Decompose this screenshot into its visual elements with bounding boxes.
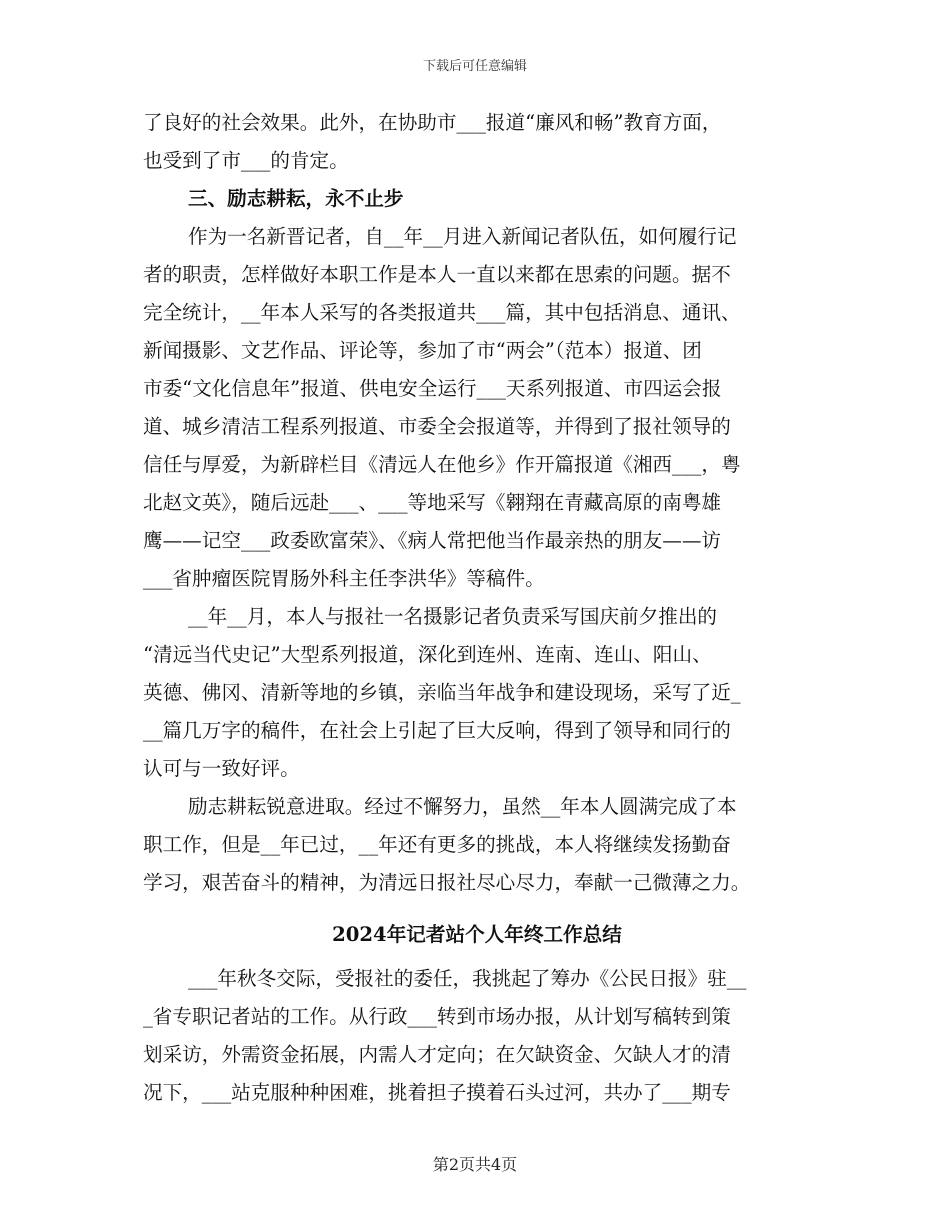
paragraph-line: 况下，___站克服种种困难，挑着担子摸着石头过河，共办了___期专 <box>143 1081 731 1104</box>
paragraph-line: __年__月，本人与报社一名摄影记者负责采写国庆前夕推出的 <box>188 605 718 628</box>
page-header: 下载后可任意编辑 <box>422 59 527 74</box>
paragraph-line: ___年秋冬交际，受报社的委任，我挑起了筹办《公民日报》驻__ <box>188 967 747 990</box>
paragraph-line: 也受到了市___的肯定。 <box>143 149 349 172</box>
document-body <box>143 104 811 1112</box>
paragraph-line: 完全统计，__年本人采写的各类报道共___篇，其中包括消息、通讯、 <box>143 301 741 324</box>
paragraph-line: 市委“文化信息年”报道、供电安全运行___天系列报道、市四运会报 <box>143 377 722 400</box>
document-title: 2024年记者站个人年终工作总结 <box>332 923 622 946</box>
paragraph-line: 鹰——记空___政委欧富荣》、《病人常把他当作最亲热的朋友——访 <box>143 529 722 552</box>
paragraph-line: 作为一名新晋记者，自__年__月进入新闻记者队伍，如何履行记 <box>188 225 737 248</box>
page-footer: 第2页共4页 <box>432 1155 518 1174</box>
paragraph-line: 划采访，外需资金拓展，内需人才定向；在欠缺资金、欠缺人才的清 <box>143 1043 731 1066</box>
paragraph-line: 新闻摄影、文艺作品、评论等，参加了市“两会”（范本）报道、团 <box>143 339 702 362</box>
paragraph-line: 职工作，但是__年已过，__年还有更多的挑战，本人将继续发扬勤奋 <box>143 833 731 856</box>
paragraph-line: 认可与一致好评。 <box>143 757 300 780</box>
paragraph-line: “清远当代史记”大型系列报道，深化到连州、连南、连山、阳山、 <box>143 643 712 666</box>
paragraph-line: 信任与厚爱，为新辟栏目《清远人在他乡》作开篇报道《湘西___，粤 <box>143 453 741 476</box>
paragraph-line: 英德、佛冈、清新等地的乡镇，亲临当年战争和建设现场，采写了近_ <box>143 681 741 704</box>
paragraph-line: 者的职责，怎样做好本职工作是本人一直以来都在思索的问题。据不 <box>143 263 731 286</box>
paragraph-line: 励志耕耘锐意进取。经过不懈努力，虽然__年本人圆满完成了本 <box>188 795 737 818</box>
section-heading: 三、励志耕耘，永不止步 <box>188 187 404 210</box>
paragraph-line: 道、城乡清洁工程系列报道、市委全会报道等，并得到了报社领导的 <box>143 415 731 438</box>
paragraph-line: __篇几万字的稿件，在社会上引起了巨大反响，得到了领导和同行的 <box>143 719 731 742</box>
paragraph-line: ___省肿瘤医院胃肠外科主任李洪华》等稿件。 <box>143 567 545 590</box>
paragraph-line: 北赵文英》，随后远赴___、___等地采写《翱翔在青藏高原的南粤雄 <box>143 491 722 514</box>
paragraph-line: 学习，艰苦奋斗的精神，为清远日报社尽心尽力，奉献一己微薄之力。 <box>143 871 751 894</box>
paragraph-line: _省专职记者站的工作。从行政___转到市场办报，从计划写稿转到策 <box>143 1005 731 1028</box>
paragraph-line: 了良好的社会效果。此外，在协助市___报道“廉风和畅”教育方面， <box>143 111 722 134</box>
